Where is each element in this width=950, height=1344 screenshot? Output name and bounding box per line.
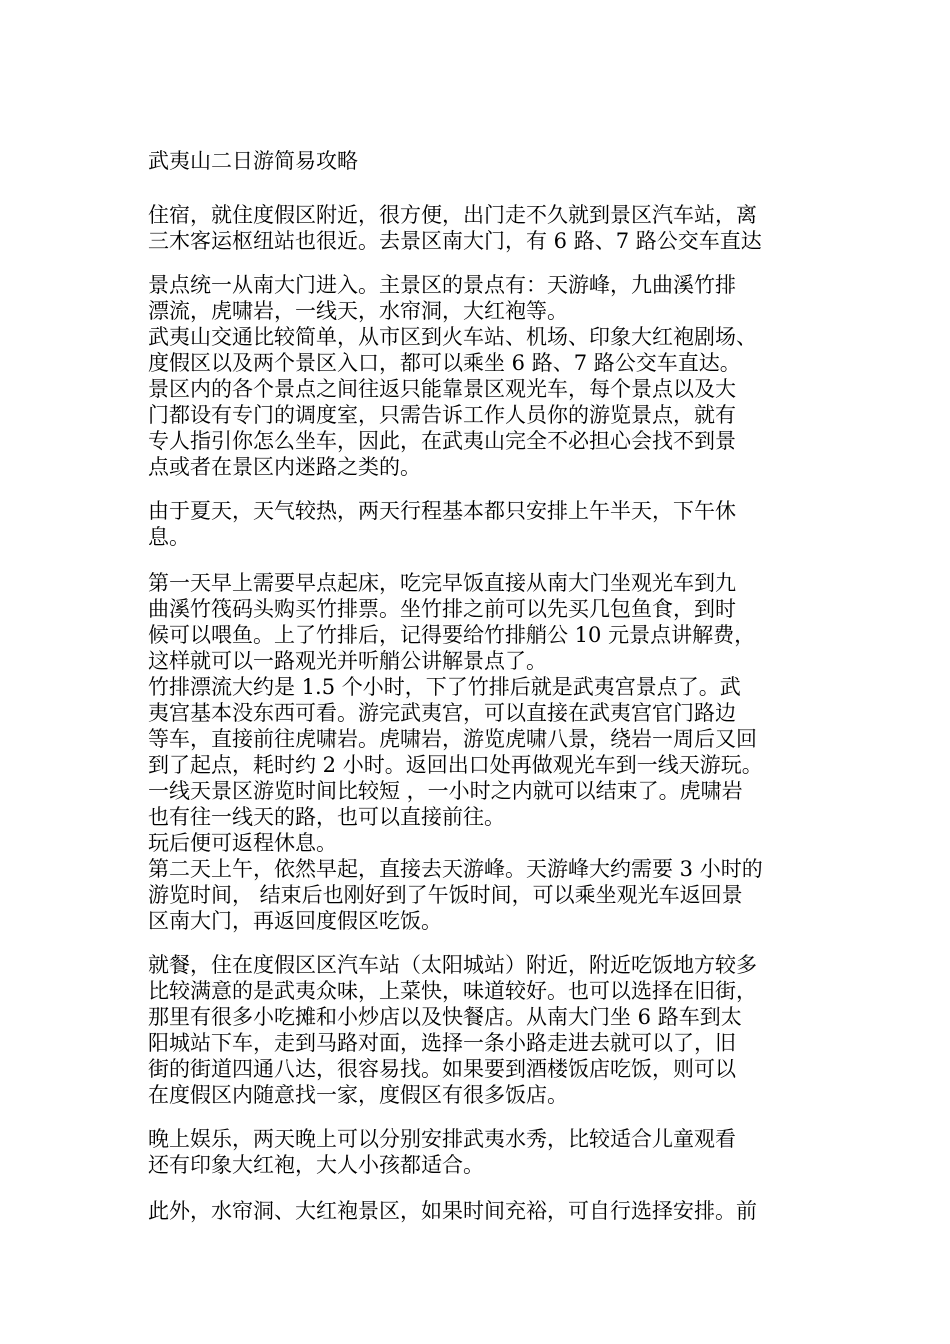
paragraph-line: 晚上娱乐，两天晚上可以分别安排武夷水秀，比较适合儿童观看 — [148, 1127, 736, 1151]
paragraph-line: 门都设有专门的调度室，只需告诉工作人员你的游览景点，就有 — [148, 403, 736, 427]
paragraph-line: 街的街道四通八达，很容易找。如果要到酒楼饭店吃饭，则可以 — [148, 1057, 736, 1081]
paragraph-line: 景点统一从南大门进入。主景区的景点有：天游峰，九曲溪竹排 — [148, 273, 736, 297]
paragraph-line: 夷宫基本没东西可看。游完武夷宫，可以直接在武夷宫官门路边 — [148, 701, 736, 725]
paragraph-line: 在度假区内随意找一家，度假区有很多饭店。 — [148, 1083, 568, 1107]
paragraph-line: 住宿，就住度假区附近，很方便，出门走不久就到景区汽车站，离 — [148, 203, 757, 227]
paragraph-line: 息。 — [148, 525, 190, 549]
paragraph-line: 此外，水帘洞、大红袍景区，如果时间充裕，可自行选择安排。前 — [148, 1199, 757, 1223]
paragraph-line: 专人指引你怎么坐车，因此，在武夷山完全不必担心会找不到景 — [148, 429, 736, 453]
paragraph-line: 游览时间， 结束后也刚好到了午饭时间，可以乘坐观光车返回景 — [148, 883, 743, 907]
paragraph-line: 还有印象大红袍，大人小孩都适合。 — [148, 1153, 484, 1177]
paragraph-line: 这样就可以一路观光并听艄公讲解景点了。 — [148, 649, 547, 673]
document-title: 武夷山二日游简易攻略 — [148, 149, 358, 173]
paragraph-line: 三木客运枢纽站也很近。去景区南大门，有 6 路、7 路公交车直达 — [148, 229, 762, 253]
paragraph-line: 武夷山交通比较简单，从市区到火车站、机场、印象大红袍剧场、 — [148, 325, 757, 349]
paragraph-line: 玩后便可返程休息。 — [148, 831, 337, 855]
paragraph-line: 到了起点，耗时约 2 小时。返回出口处再做观光车到一线天游玩。 — [148, 753, 763, 777]
paragraph-line: 曲溪竹筏码头购买竹排票。坐竹排之前可以先买几包鱼食，到时 — [148, 597, 736, 621]
paragraph-line: 等车，直接前往虎啸岩。虎啸岩，游览虎啸八景，绕岩一周后又回 — [148, 727, 757, 751]
paragraph-line: 也有往一线天的路，也可以直接前往。 — [148, 805, 505, 829]
paragraph-line: 第二天上午，依然早起，直接去天游峰。天游峰大约需要 3 小时的 — [148, 857, 763, 881]
paragraph-line: 第一天早上需要早点起床，吃完早饭直接从南大门坐观光车到九 — [148, 571, 736, 595]
paragraph-line: 由于夏天，天气较热，两天行程基本都只安排上午半天，下午休 — [148, 499, 736, 523]
paragraph-line: 就餐，住在度假区区汽车站（太阳城站）附近，附近吃饭地方较多 — [148, 953, 757, 977]
paragraph-line: 区南大门，再返回度假区吃饭。 — [148, 909, 442, 933]
paragraph-line: 景区内的各个景点之间往返只能靠景区观光车，每个景点以及大 — [148, 377, 736, 401]
paragraph-line: 那里有很多小吃摊和小炒店以及快餐店。从南大门坐 6 路车到太 — [148, 1005, 742, 1029]
paragraph-line: 点或者在景区内迷路之类的。 — [148, 455, 421, 479]
paragraph-line: 竹排漂流大约是 1.5 个小时，下了竹排后就是武夷宫景点了。武 — [148, 675, 741, 699]
paragraph-line: 候可以喂鱼。上了竹排后，记得要给竹排艄公 10 元景点讲解费， — [148, 623, 756, 647]
paragraph-line: 比较满意的是武夷众味，上菜快，味道较好。也可以选择在旧街， — [148, 979, 757, 1003]
paragraph-line: 阳城站下车，走到马路对面，选择一条小路走进去就可以了，旧 — [148, 1031, 736, 1055]
paragraph-line: 度假区以及两个景区入口，都可以乘坐 6 路、7 路公交车直达。 — [148, 351, 741, 375]
paragraph-line: 漂流，虎啸岩，一线天，水帘洞，大红袍等。 — [148, 299, 568, 323]
paragraph-line: 一线天景区游览时间比较短 ，一小时之内就可以结束了。虎啸岩 — [148, 779, 743, 803]
